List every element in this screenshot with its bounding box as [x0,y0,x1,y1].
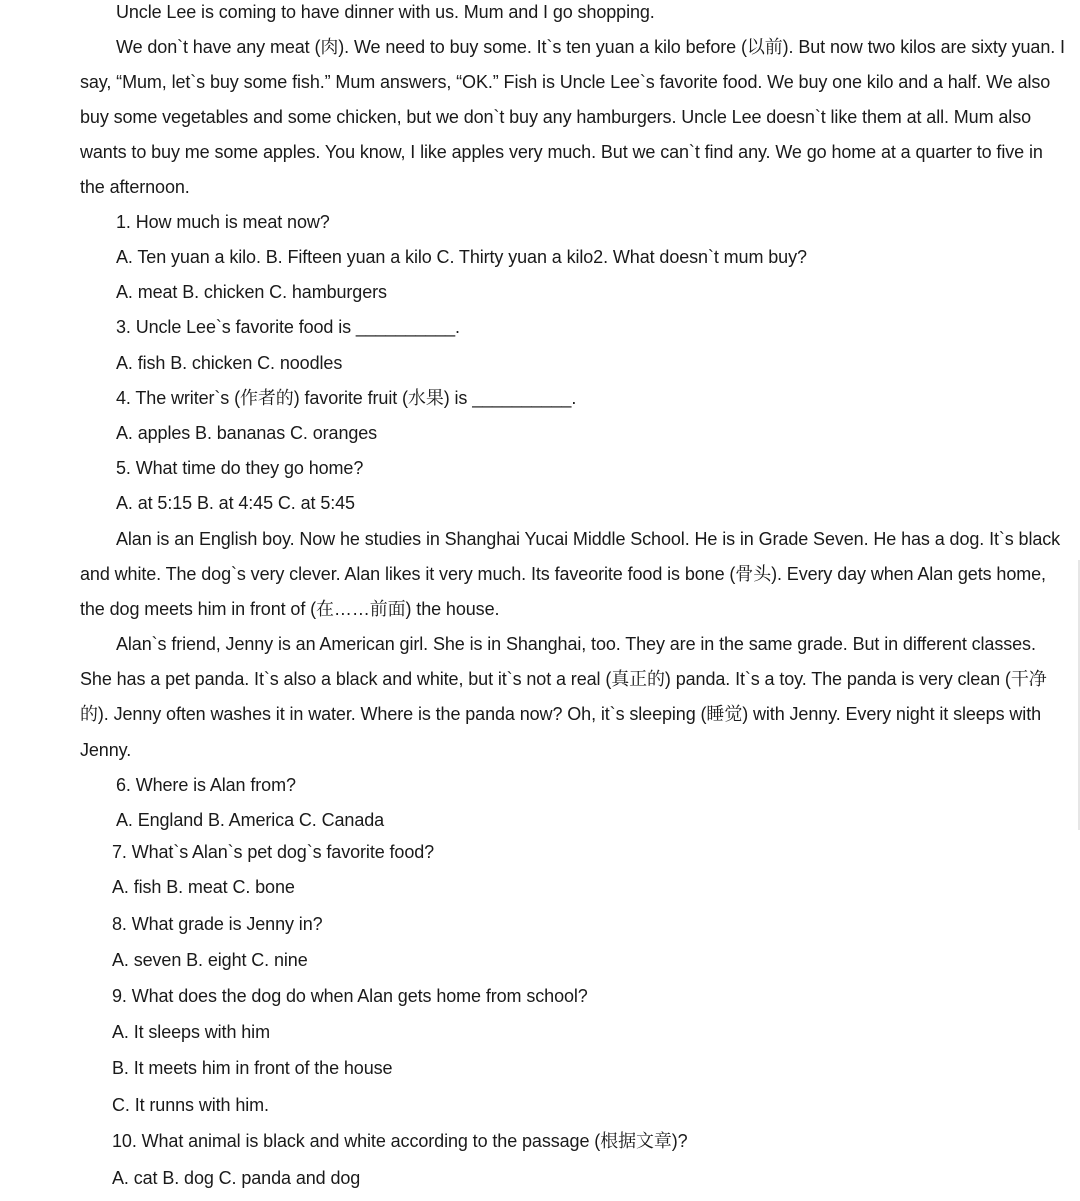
options-1: A. Ten yuan a kilo. B. Fifteen yuan a kilo C. Thirty yuan a kilo2. What doesn`t mum buy? [116,247,807,267]
options-10: A. cat B. dog C. panda and dog [112,1168,361,1188]
passage1-line: We don`t have any meat (肉). We need to buy some. It`s ten yuan a kilo before (以前). But now two kilos are sixty yuan. I [116,37,1065,57]
options-7: A. fish B. meat C. bone [112,877,295,897]
passage2-line: She has a pet panda. It`s also a black and white, but it`s not a real (真正的) panda. It`s a toy. The panda is very clean (干净 [80,669,1047,689]
passage2-line: and white. The dog`s very clever. Alan likes it very much. Its faveorite food is bone (骨头). Every day when Alan gets home, [80,564,1046,584]
question-1: 1. How much is meat now? [116,212,330,232]
question-4: 4. The writer`s (作者的) favorite fruit (水果) is __________. [116,388,577,408]
passage1-line: buy some vegetables and some chicken, but we don`t buy any hamburgers. Uncle Lee doesn`t like them at all. Mum also [80,107,1032,127]
passage2-line: Alan is an English boy. Now he studies in Shanghai Yucai Middle School. He is in Grade Seven. He has a dog. It`s black [116,529,1061,549]
question-3: 3. Uncle Lee`s favorite food is __________. [116,317,460,337]
question-5: 5. What time do they go home? [116,458,364,478]
option-9b: B. It meets him in front of the house [112,1058,393,1078]
options-4: A. apples B. bananas C. oranges [116,423,378,443]
passage1-line: the afternoon. [80,177,190,197]
option-9c: C. It runns with him. [112,1095,269,1115]
passage2-line: the dog meets him in front of (在……前面) the house. [80,599,500,619]
passage1-intro: Uncle Lee is coming to have dinner with us. Mum and I go shopping. [116,2,655,22]
options-5: A. at 5:15 B. at 4:45 C. at 5:45 [116,493,355,513]
passage2-line: Jenny. [80,740,132,760]
options-3: A. fish B. chicken C. noodles [116,353,343,373]
options-6: A. England B. America C. Canada [116,810,385,830]
options-2: A. meat B. chicken C. hamburgers [116,282,387,302]
passage1-line: wants to buy me some apples. You know, I like apples very much. But we can`t find any. We go home at a quarter to five in [80,142,1043,162]
option-9a: A. It sleeps with him [112,1022,270,1042]
question-10: 10. What animal is black and white according to the passage (根据文章)? [112,1131,688,1151]
passage1-line: say, “Mum, let`s buy some fish.” Mum answers, “OK.” Fish is Uncle Lee`s favorite food. We buy one kilo and a half. We also [80,72,1051,92]
question-8: 8. What grade is Jenny in? [112,914,323,934]
passage2-line: 的). Jenny often washes it in water. Where is the panda now? Oh, it`s sleeping (睡觉) with Jenny. Every night it sleeps with [80,704,1042,724]
question-9: 9. What does the dog do when Alan gets home from school? [112,986,588,1006]
passage2-line: Alan`s friend, Jenny is an American girl. She is in Shanghai, too. They are in the same grade. But in different classes. [116,634,1036,654]
question-6: 6. Where is Alan from? [116,775,296,795]
question-7: 7. What`s Alan`s pet dog`s favorite food? [112,842,435,862]
options-8: A. seven B. eight C. nine [112,950,308,970]
